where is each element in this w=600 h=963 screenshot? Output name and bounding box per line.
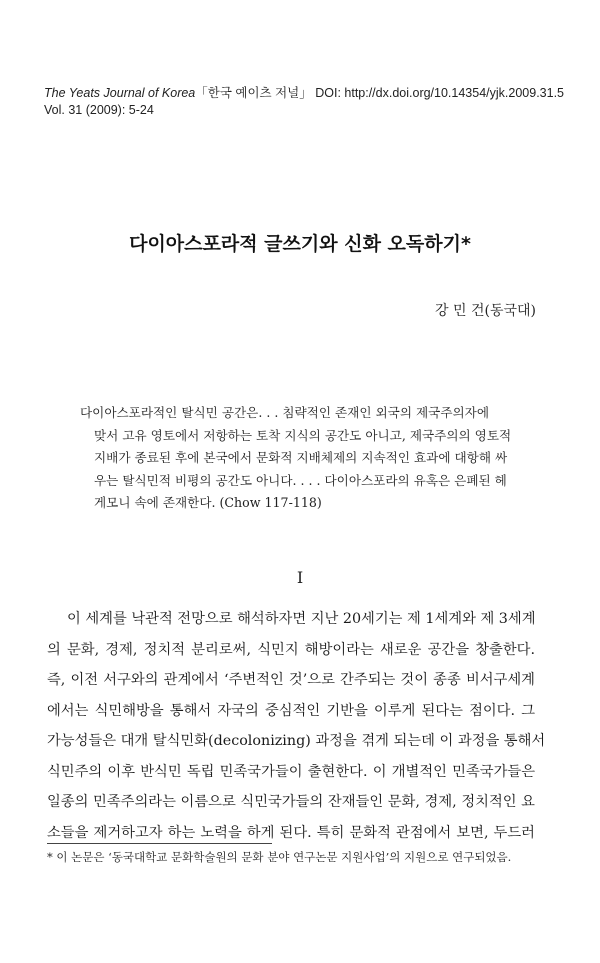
epigraph-line: 지배가 종료된 후에 본국에서 문화적 지배체제의 지속적인 효과에 대항해 싸	[94, 450, 508, 465]
body-line: 소들을 제거하고자 하는 노력을 하게 된다. 특히 문화적 관점에서 보면, 두드러	[47, 824, 535, 841]
journal-name-korean: 「한국 예이츠 저널」	[195, 86, 312, 100]
section-heading: I	[296, 568, 304, 587]
epigraph-line: 맞서 고유 영토에서 저항하는 토착 지식의 공간도 아니고, 제국주의의 영토적	[94, 427, 512, 443]
doi-link[interactable]: DOI: http://dx.doi.org/10.14354/yjk.2009.31.5	[311, 86, 564, 100]
journal-citation-line	[44, 85, 564, 102]
body-line: 의 문화, 경제, 정치적 분리로써, 식민지 해방이라는 새로운 공간을 창출한다.	[47, 641, 535, 658]
paper-title: 다이아스포라적 글쓰기와 신화 오독하기*	[129, 233, 471, 255]
footnote-divider	[47, 843, 272, 844]
body-line: 식민주의 이후 반식민 독립 민족국가들이 출현한다. 이 개별적인 민족국가들은	[47, 763, 535, 780]
journal-name: The Yeats Journal of Korea	[44, 86, 196, 100]
epigraph	[80, 402, 525, 515]
body-line: 일종의 민족주의라는 이름으로 식민국가들의 잔재들인 문화, 경제, 정치적인 요	[47, 794, 535, 810]
author-affiliation: 강 민 건(동국대)	[435, 303, 536, 319]
epigraph-line: 다이아스포라적인 탈식민 공간은. . . 침략적인 존재인 외국의 제국주의자에	[80, 405, 490, 420]
body-line: 에서는 식민해방을 통해서 자국의 중심적인 기반을 이루게 된다는 점이다. 그	[47, 702, 535, 719]
epigraph-line: 게모니 속에 존재한다. (Chow 117-118)	[94, 495, 322, 510]
body-line: 즉, 이전 서구와의 관계에서 ‘주변적인 것’으로 간주되는 것이 종종 비서구세계	[47, 672, 535, 688]
journal-header	[44, 85, 564, 119]
volume-line: Vol. 31 (2009): 5-24	[44, 103, 154, 117]
body-line: 이 세계를 낙관적 전망으로 해석하자면 지난 20세기는 제 1세계와 제 3세계	[67, 611, 536, 627]
footnote: * 이 논문은 ‘동국대학교 문화학술원의 문화 분야 연구논문 지원사업’의 지원으로 연구되었음.	[47, 850, 512, 864]
epigraph-line: 우는 탈식민적 비평의 공간도 아니다. . . . 다이아스포라의 유혹은 은폐된 헤	[94, 472, 507, 488]
body-paragraph	[47, 604, 546, 848]
body-line: 가능성들은 대개 탈식민화(decolonizing) 과정을 겪게 되는데 이 과정을 통해서	[47, 733, 546, 749]
